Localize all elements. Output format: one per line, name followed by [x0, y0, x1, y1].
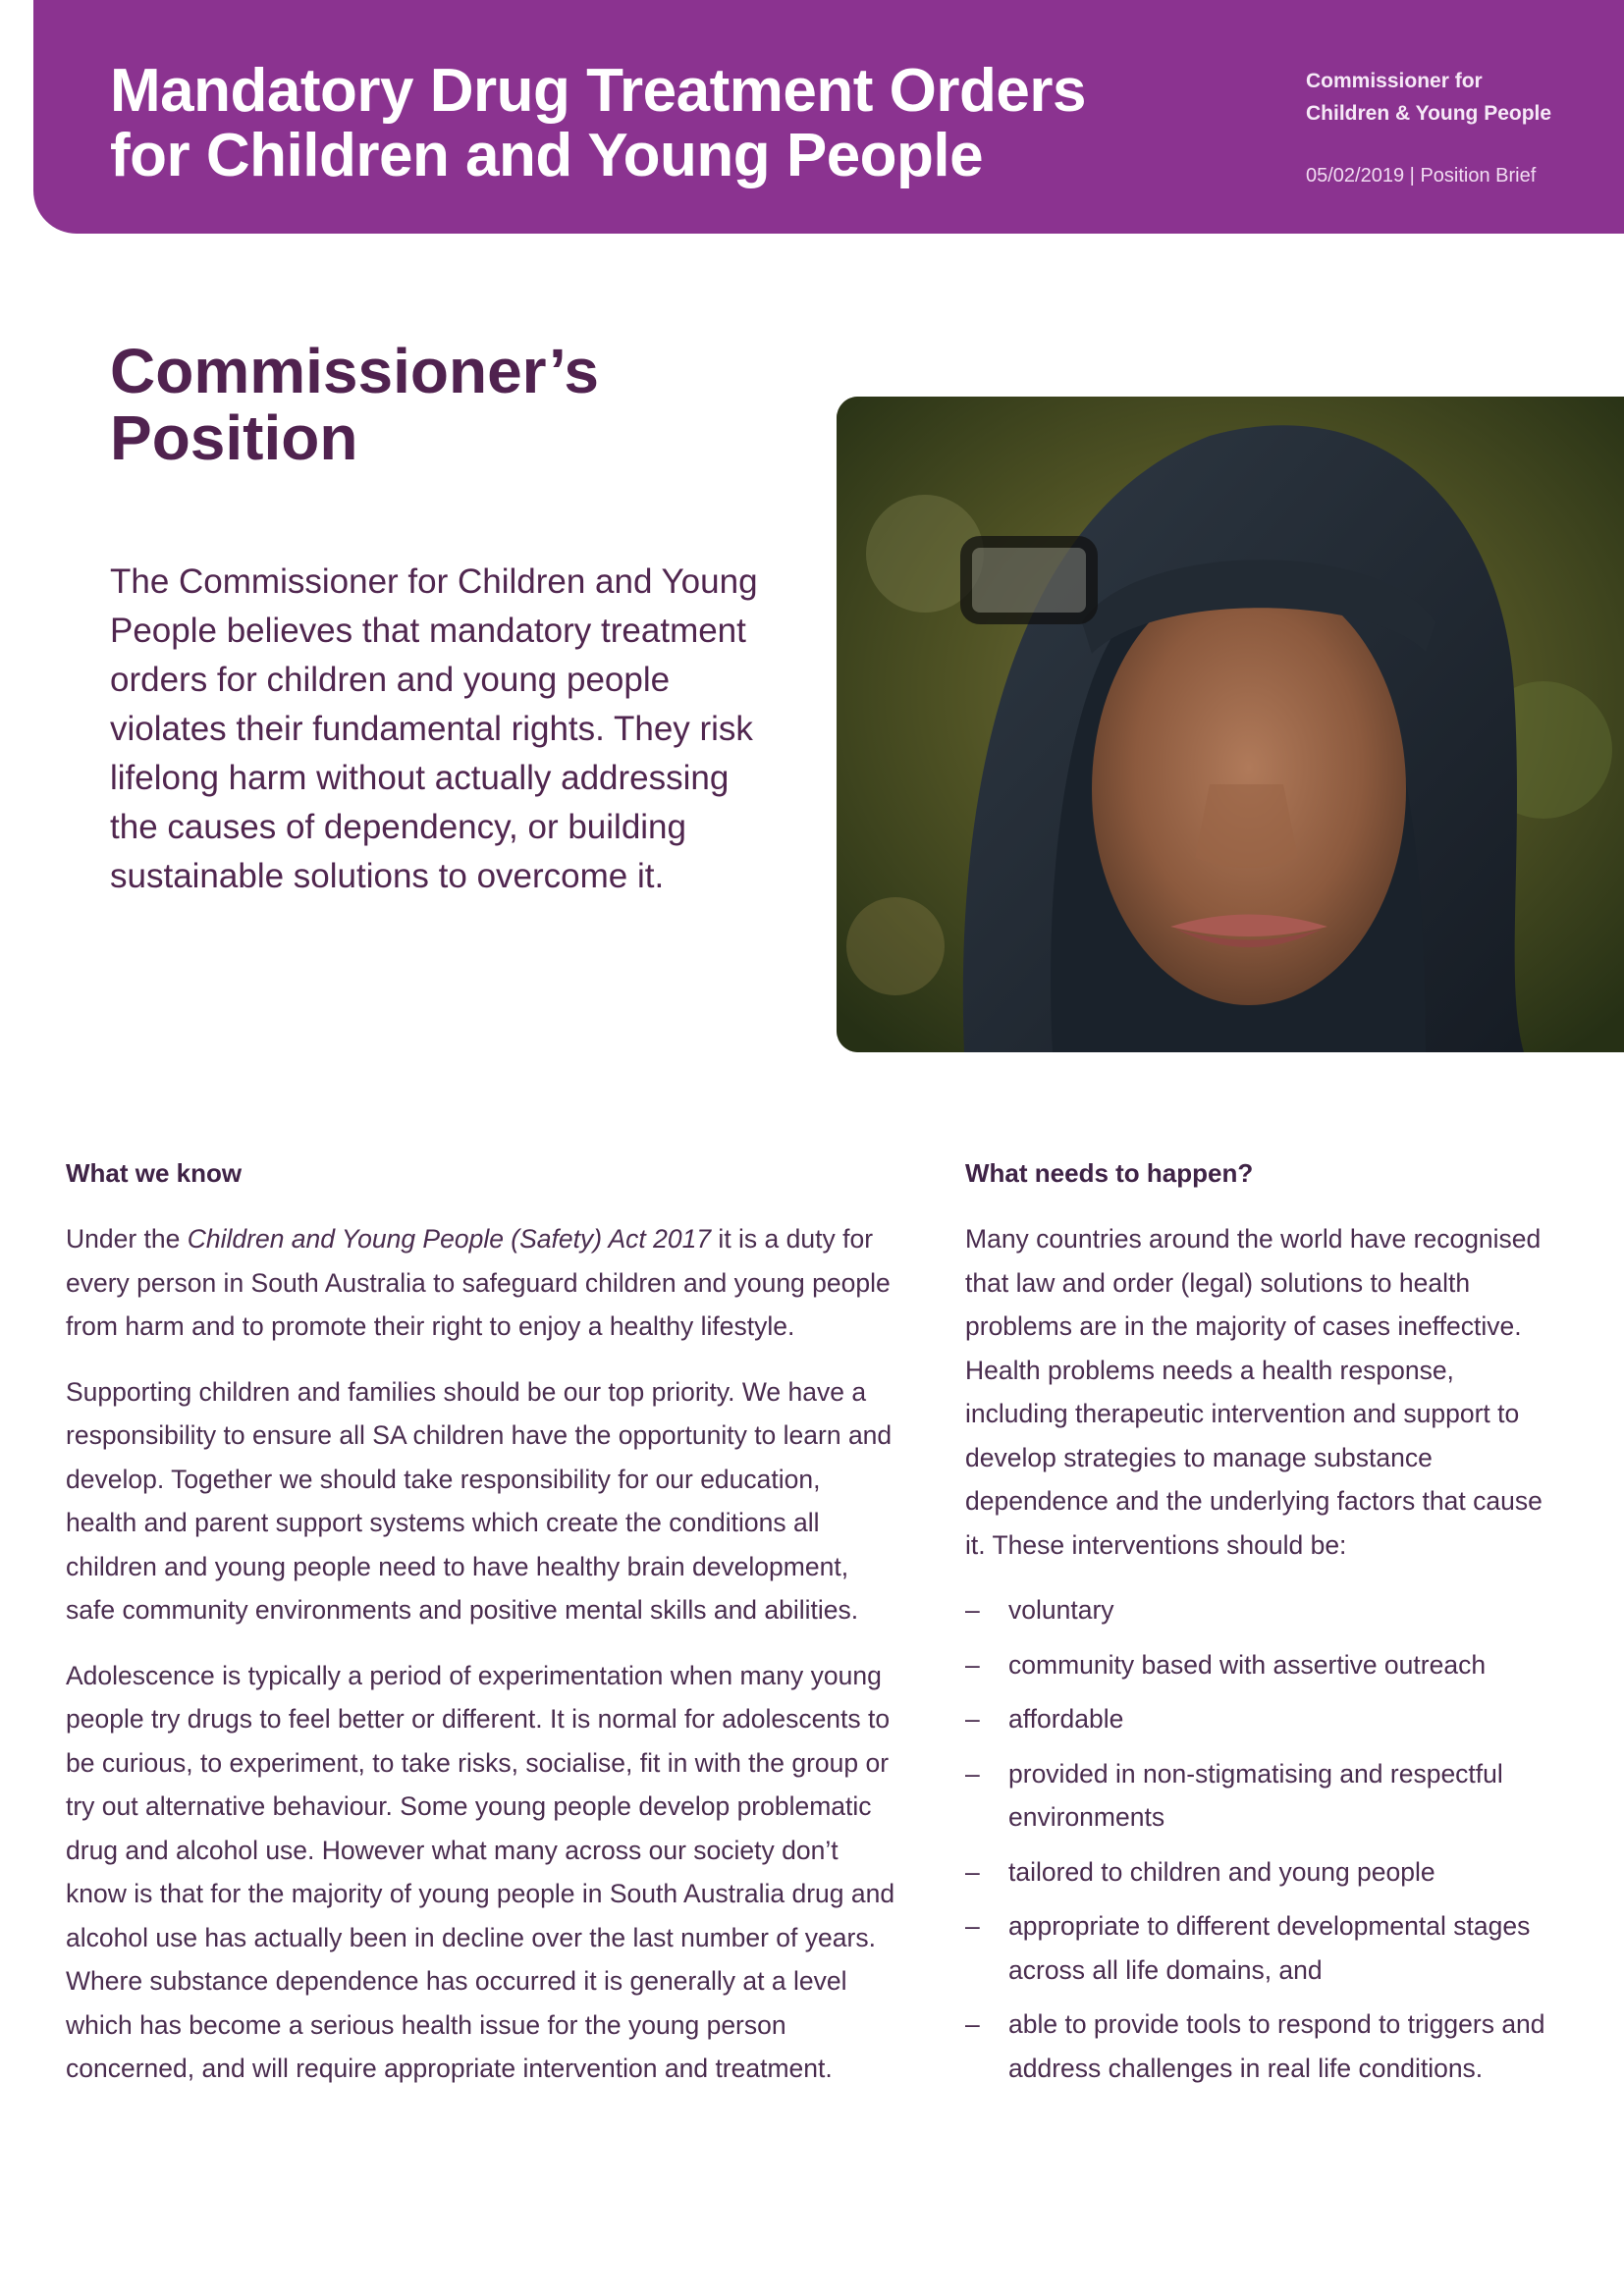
dash-bullet: –	[965, 2009, 980, 2039]
list-item	[965, 2002, 1554, 2090]
paragraph-2: Supporting children and families should be our top priority. We have a responsibility to ensure all SA children have the opportunity to learn and develop. Together we should take responsibility for our education, health and parent support systems which create the conditions all children and young people need to have healthy brain development, safe community environments and positive mental skills and abilities.	[66, 1376, 893, 1625]
position-heading-line-2: Position	[110, 402, 358, 473]
list-item-text: tailored to children and young people	[1008, 1856, 1435, 1887]
act-title: Children and Young People (Safety) Act 2017	[187, 1224, 712, 1254]
list-item-text: affordable	[1008, 1704, 1124, 1734]
position-heading-line-1: Commissioner’s	[110, 336, 599, 406]
list-item-text: appropriate to different developmental stages across all life domains, and	[1008, 1911, 1531, 1985]
org-line-1: Commissioner for	[1306, 70, 1483, 92]
list-item-text: voluntary	[1008, 1595, 1114, 1625]
dash-bullet: –	[965, 1856, 980, 1887]
what-we-know-body	[66, 1217, 895, 2112]
dash-bullet: –	[965, 1704, 980, 1734]
what-needs-heading: What needs to happen?	[965, 1158, 1254, 1188]
document-meta	[1306, 163, 1600, 188]
dash-bullet: –	[965, 1911, 980, 1941]
document-date: 05/02/2019	[1306, 165, 1405, 187]
meta-separator: |	[1409, 165, 1415, 187]
document-title	[110, 59, 1190, 188]
dash-bullet: –	[965, 1758, 980, 1789]
list-item	[965, 1643, 1554, 1687]
document-type: Position Brief	[1420, 165, 1537, 187]
interventions-list	[965, 1588, 1554, 2090]
list-item	[965, 1752, 1554, 1840]
paragraph-1-suffix: it is a duty for every person in South Australia to safeguard children and young people from harm and to promote their right to enjoy a healthy lifestyle.	[66, 1224, 891, 1341]
paragraph-1	[66, 1217, 895, 1349]
list-item-text: able to provide tools to respond to triggers and address challenges in real life conditions.	[1008, 2009, 1545, 2083]
position-heading	[110, 338, 660, 471]
what-needs-intro: Many countries around the world have recognised that law and order (legal) solutions to health problems are in the majority of cases ineffective. Health problems needs a health response, including therapeutic intervention and support to develop strategies to manage substance dependence and the underlying factors that cause it. These interventions should be:	[965, 1224, 1543, 1560]
title-line-2: for Children and Young People	[110, 122, 984, 189]
dash-bullet: –	[965, 1595, 980, 1625]
title-line-1: Mandatory Drug Treatment Orders	[110, 57, 1086, 125]
hooded-youth-photo	[837, 397, 1624, 1052]
org-line-2: Children & Young People	[1306, 102, 1552, 125]
list-item	[965, 1904, 1554, 1992]
list-item	[965, 1850, 1554, 1895]
paragraph-1-prefix: Under the	[66, 1224, 188, 1254]
paragraph-3: Adolescence is typically a period of experimentation when many young people try drugs to feel better or different. It is normal for adolescents to be curious, to experiment, to take risks, socialise, fit in with the group or try out alternative behaviour. Some young people develop problematic drug and alcohol use. However what many across our society don’t know is that for the majority of young people in South Australia drug and alcohol use has actually been in decline over the last number of years. Where substance dependence has occurred it is generally at a level which has become a serious health issue for the young person concerned, and will require appropriate intervention and treatment.	[66, 1660, 895, 2083]
what-we-know-heading: What we know	[66, 1158, 243, 1188]
dash-bullet: –	[965, 1649, 980, 1680]
photo-illustration	[837, 397, 1624, 1052]
list-item-text: community based with assertive outreach	[1008, 1649, 1487, 1680]
list-item	[965, 1588, 1554, 1632]
list-item	[965, 1697, 1554, 1741]
position-statement: The Commissioner for Children and Young People believes that mandatory treatment orders for children and young people violates their fundamental rights. They risk lifelong harm without actually addressing the causes of dependency, or building sustainable solutions to overcome it.	[110, 562, 758, 895]
list-item-text: provided in non-stigmatising and respectful environments	[1008, 1758, 1503, 1832]
organisation-name	[1306, 65, 1600, 130]
what-needs-body	[965, 1217, 1554, 2101]
